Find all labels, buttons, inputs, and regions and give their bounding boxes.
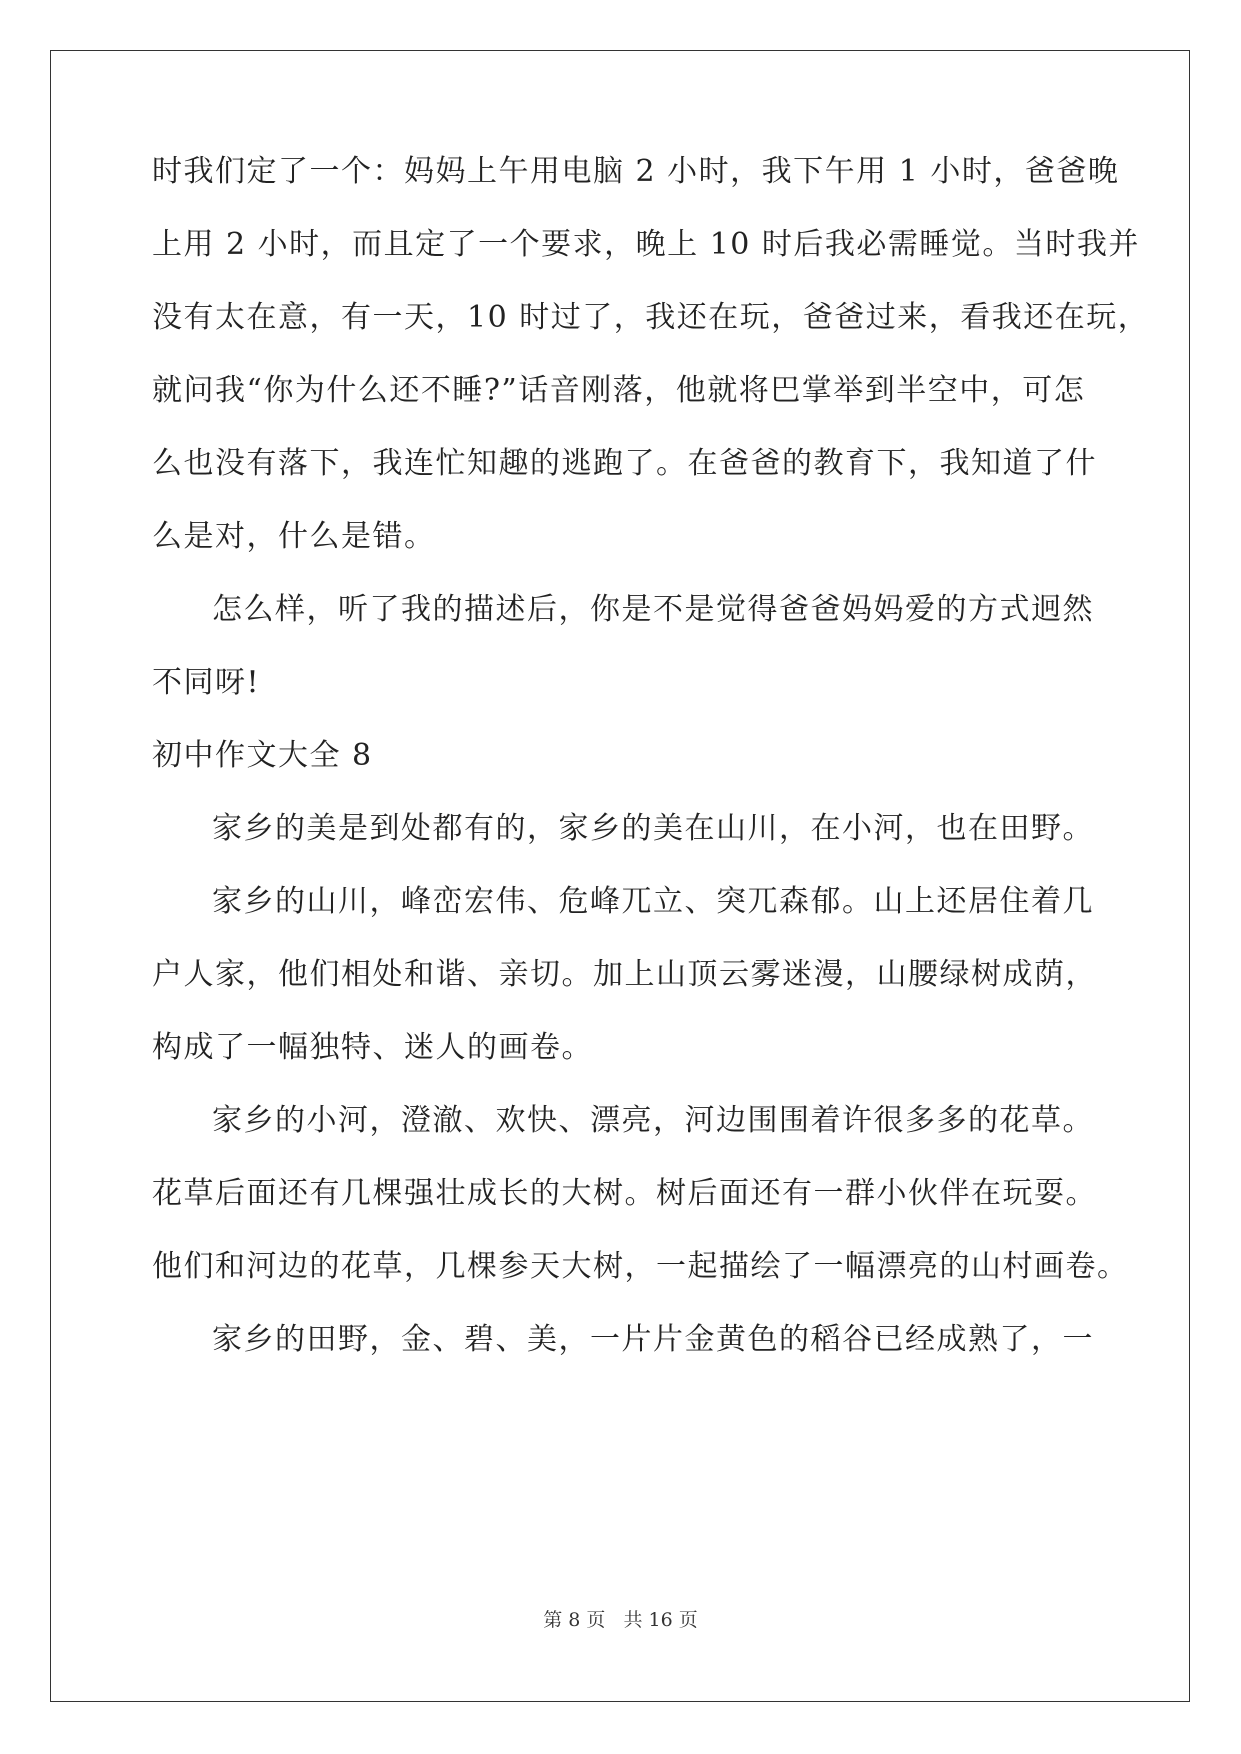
text-line: 不同呀! bbox=[152, 665, 261, 700]
text-line: 么也没有落下，我连忙知趣的逃跑了。在爸爸的教育下，我知道了什 bbox=[152, 446, 1097, 481]
text-line: 没有太在意，有一天，10 时过了，我还在玩，爸爸过来，看我还在玩， bbox=[152, 300, 1150, 335]
text-line: 就问我“你为什么还不睡?”话音刚落，他就将巴掌举到半空中，可怎 bbox=[152, 373, 1086, 408]
text-line: 户人家，他们相处和谐、亲切。加上山顶云雾迷漫，山腰绿树成荫， bbox=[152, 957, 1097, 992]
text-line: 他们和河边的花草，几棵参天大树，一起描绘了一幅漂亮的山村画卷。 bbox=[152, 1249, 1129, 1284]
text-line: 么是对，什么是错。 bbox=[152, 519, 436, 554]
text-line: 家乡的美是到处都有的，家乡的美在山川，在小河，也在田野。 bbox=[212, 811, 1094, 846]
text-line: 时我们定了一个：妈妈上午用电脑 2 小时，我下午用 1 小时，爸爸晚 bbox=[152, 154, 1120, 189]
text-line: 上用 2 小时，而且定了一个要求，晚上 10 时后我必需睡觉。当时我并 bbox=[152, 227, 1140, 262]
text-line: 怎么样，听了我的描述后，你是不是觉得爸爸妈妈爱的方式迥然 bbox=[212, 592, 1094, 627]
text-line: 家乡的山川，峰峦宏伟、危峰兀立、突兀森郁。山上还居住着几 bbox=[212, 884, 1094, 919]
text-line: 构成了一幅独特、迷人的画卷。 bbox=[152, 1030, 593, 1065]
text-line: 家乡的小河，澄澈、欢快、漂亮，河边围围着许很多多的花草。 bbox=[212, 1103, 1094, 1138]
text-line: 花草后面还有几棵强壮成长的大树。树后面还有一群小伙伴在玩耍。 bbox=[152, 1176, 1097, 1211]
page-footer: 第 8 页 共 16 页 bbox=[543, 1609, 698, 1631]
section-heading: 初中作文大全 8 bbox=[152, 738, 373, 773]
text-line: 家乡的田野，金、碧、美，一片片金黄色的稻谷已经成熟了，一 bbox=[212, 1322, 1094, 1357]
